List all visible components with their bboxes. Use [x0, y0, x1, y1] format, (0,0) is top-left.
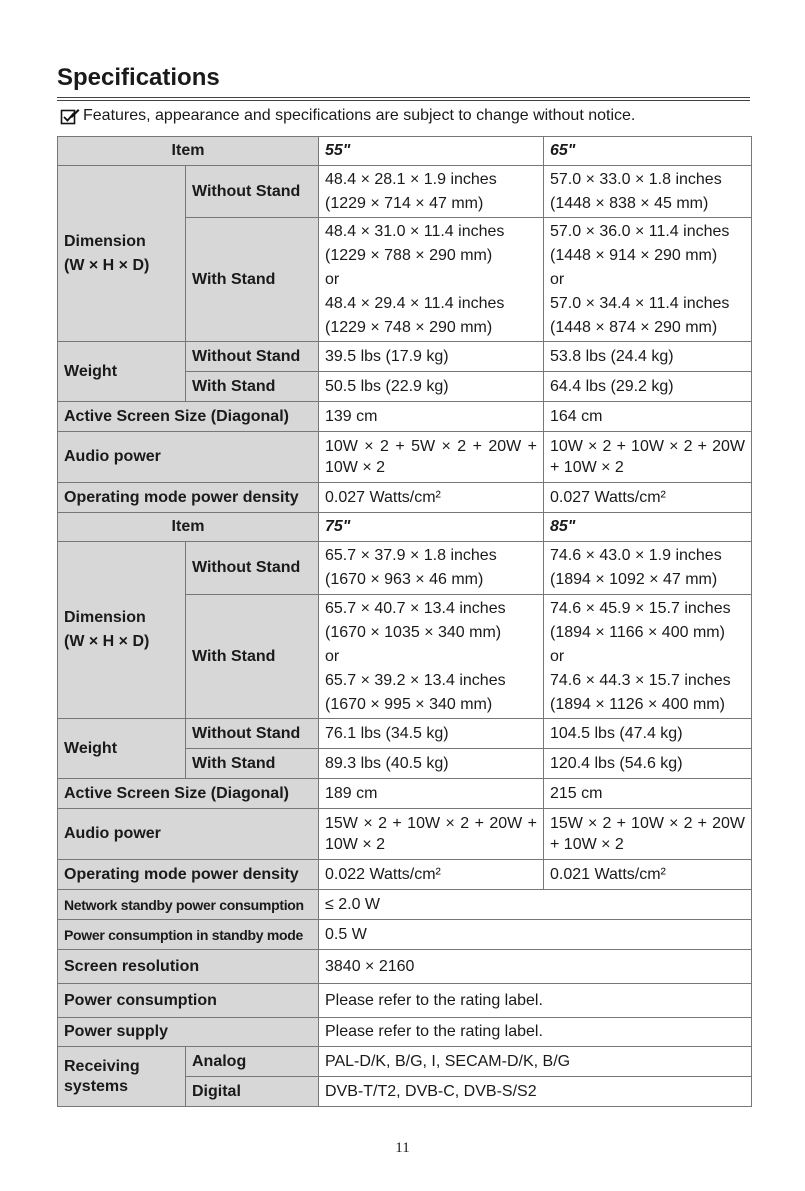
- dim-with-75: 65.7 × 40.7 × 13.4 inches (1670 × 1035 × 340 mm) or 65.7 × 39.2 × 13.4 inches (1670 × 995 × 340 mm): [319, 595, 544, 719]
- table-row: [58, 402, 752, 432]
- weight-without-85: 104.5 lbs (47.4 kg): [544, 719, 752, 749]
- analog-value: PAL-D/K, B/G, I, SECAM-D/K, B/G: [319, 1047, 752, 1077]
- table-row: [58, 432, 752, 483]
- without-stand-label: Without Stand: [186, 166, 319, 218]
- audio-power-85: 15W × 2 + 10W × 2 + 20W + 10W × 2: [544, 809, 752, 860]
- page-number: 11: [395, 1140, 410, 1156]
- dim-without-85: 74.6 × 43.0 × 1.9 inches (1894 × 1092 × 47 mm): [544, 542, 752, 595]
- power-supply-value: Please refer to the rating label.: [319, 1018, 752, 1047]
- without-stand-label: Without Stand: [186, 542, 319, 595]
- header-row: [58, 513, 752, 542]
- dim-with-55: 48.4 × 31.0 × 11.4 inches (1229 × 788 × 290 mm) or 48.4 × 29.4 × 11.4 inches (1229 × 748 × 290 mm): [319, 218, 544, 342]
- audio-power-55: 10W × 2 + 5W × 2 + 20W + 10W × 2: [319, 432, 544, 483]
- audio-power-label: Audio power: [58, 809, 319, 860]
- notice-text: Features, appearance and specifications are subject to change without notice.: [83, 107, 636, 124]
- weight-label: Weight: [58, 719, 186, 779]
- table-row: [58, 542, 752, 595]
- screen-resolution-label: Screen resolution: [58, 950, 319, 984]
- active-screen-label: Active Screen Size (Diagonal): [58, 779, 319, 809]
- op-density-label: Operating mode power density: [58, 860, 319, 890]
- spec-table: [57, 136, 752, 1107]
- weight-without-stand-label: Without Stand: [186, 342, 319, 372]
- op-density-55: 0.027 Watts/cm²: [319, 483, 544, 513]
- op-density-75: 0.022 Watts/cm²: [319, 860, 544, 890]
- title-rule-double: [57, 100, 750, 101]
- screen-resolution-value: 3840 × 2160: [319, 950, 752, 984]
- standby-mode-value: 0.5 W: [319, 920, 752, 950]
- active-screen-65: 164 cm: [544, 402, 752, 432]
- size-55: 55": [319, 137, 544, 166]
- standby-mode-label: Power consumption in standby mode: [58, 920, 319, 950]
- item-header: Item: [58, 137, 319, 166]
- active-screen-label: Active Screen Size (Diagonal): [58, 402, 319, 432]
- power-consumption-value: Please refer to the rating label.: [319, 984, 752, 1018]
- table-row: [58, 1047, 752, 1077]
- checkbox-note-icon: [60, 107, 80, 125]
- op-density-85: 0.021 Watts/cm²: [544, 860, 752, 890]
- dim-with-85: 74.6 × 45.9 × 15.7 inches (1894 × 1166 × 400 mm) or 74.6 × 44.3 × 15.7 inches (1894 × 1126 × 400 mm): [544, 595, 752, 719]
- dim-without-75: 65.7 × 37.9 × 1.8 inches (1670 × 963 × 46 mm): [319, 542, 544, 595]
- table-row: [58, 984, 752, 1018]
- weight-without-65: 53.8 lbs (24.4 kg): [544, 342, 752, 372]
- weight-with-stand-label: With Stand: [186, 372, 319, 402]
- op-density-label: Operating mode power density: [58, 483, 319, 513]
- table-row: [58, 920, 752, 950]
- table-row: [58, 779, 752, 809]
- dim-with-65: 57.0 × 36.0 × 11.4 inches (1448 × 914 × 290 mm) or 57.0 × 34.4 × 11.4 inches (1448 × 874 × 290 mm): [544, 218, 752, 342]
- size-85: 85": [544, 513, 752, 542]
- power-supply-label: Power supply: [58, 1018, 319, 1047]
- active-screen-85: 215 cm: [544, 779, 752, 809]
- with-stand-label: With Stand: [186, 595, 319, 719]
- item-header: Item: [58, 513, 319, 542]
- digital-value: DVB-T/T2, DVB-C, DVB-S/S2: [319, 1077, 752, 1107]
- weight-with-85: 120.4 lbs (54.6 kg): [544, 749, 752, 779]
- weight-without-stand-label: Without Stand: [186, 719, 319, 749]
- title-rule: [57, 97, 750, 98]
- page-title: Specifications: [57, 64, 220, 91]
- network-standby-value: ≤ 2.0 W: [319, 890, 752, 920]
- op-density-65: 0.027 Watts/cm²: [544, 483, 752, 513]
- size-75: 75": [319, 513, 544, 542]
- table-row: [58, 809, 752, 860]
- weight-with-stand-label: With Stand: [186, 749, 319, 779]
- dim-without-65: 57.0 × 33.0 × 1.8 inches (1448 × 838 × 45 mm): [544, 166, 752, 218]
- receiving-systems-label: Receiving systems: [58, 1047, 186, 1107]
- table-row: [58, 719, 752, 749]
- table-row: [58, 483, 752, 513]
- table-row: [58, 1018, 752, 1047]
- table-row: [58, 166, 752, 218]
- analog-label: Analog: [186, 1047, 319, 1077]
- weight-without-55: 39.5 lbs (17.9 kg): [319, 342, 544, 372]
- header-row: [58, 137, 752, 166]
- dimension-label: Dimension (W × H × D): [58, 166, 186, 342]
- audio-power-65: 10W × 2 + 10W × 2 + 20W + 10W × 2: [544, 432, 752, 483]
- active-screen-55: 139 cm: [319, 402, 544, 432]
- dimension-label: Dimension (W × H × D): [58, 542, 186, 719]
- weight-label: Weight: [58, 342, 186, 402]
- weight-with-55: 50.5 lbs (22.9 kg): [319, 372, 544, 402]
- table-row: [58, 342, 752, 372]
- with-stand-label: With Stand: [186, 218, 319, 342]
- notice: [60, 107, 635, 125]
- power-consumption-label: Power consumption: [58, 984, 319, 1018]
- table-row: [58, 890, 752, 920]
- digital-label: Digital: [186, 1077, 319, 1107]
- audio-power-label: Audio power: [58, 432, 319, 483]
- dim-without-55: 48.4 × 28.1 × 1.9 inches (1229 × 714 × 47 mm): [319, 166, 544, 218]
- size-65: 65": [544, 137, 752, 166]
- weight-without-75: 76.1 lbs (34.5 kg): [319, 719, 544, 749]
- table-row: [58, 860, 752, 890]
- table-row: [58, 950, 752, 984]
- audio-power-75: 15W × 2 + 10W × 2 + 20W + 10W × 2: [319, 809, 544, 860]
- network-standby-label: Network standby power consumption: [58, 890, 319, 920]
- weight-with-75: 89.3 lbs (40.5 kg): [319, 749, 544, 779]
- weight-with-65: 64.4 lbs (29.2 kg): [544, 372, 752, 402]
- active-screen-75: 189 cm: [319, 779, 544, 809]
